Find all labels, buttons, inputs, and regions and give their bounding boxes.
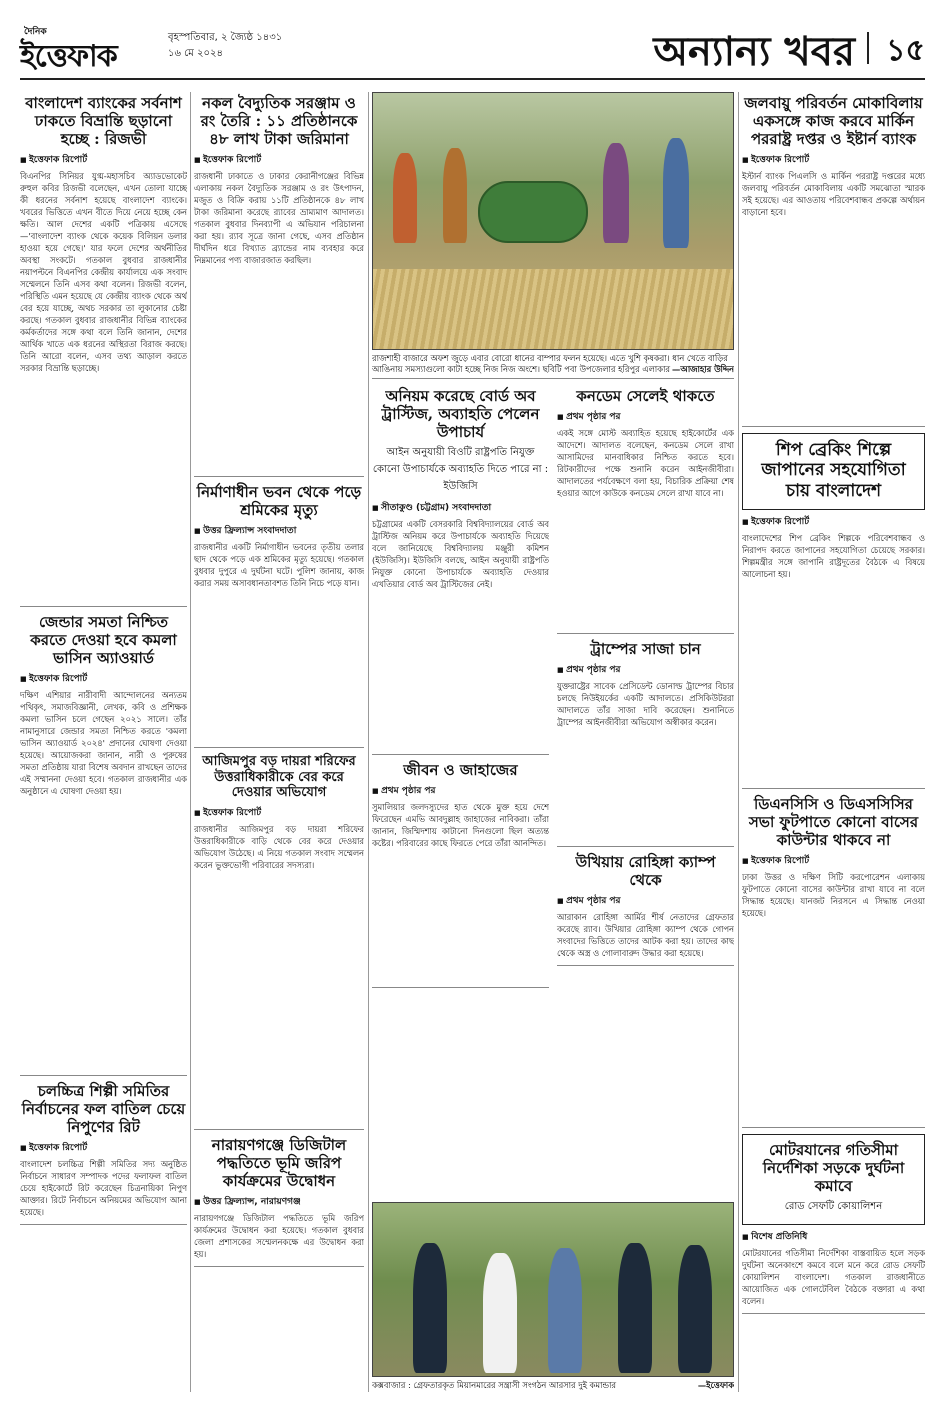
date-english: ১৬ মে ২০২৪ xyxy=(168,48,223,59)
article-speed-limit xyxy=(742,1229,925,1314)
article-headline: অনিয়ম করেছে বোর্ড অব ট্রাস্টিজ, অব্যাহতি পেলেন উপাচার্য xyxy=(381,387,540,441)
middle-right-subcolumn xyxy=(557,385,734,994)
article-body: একই সঙ্গে মোস্ট অব্যাহিত হয়েছে হাইকোর্টের এক আদেশে। আদালত বলেছেন, কনডেম সেলে রাখা আসামিদের মানবাধিকার নিশ্চিত করতে হবে। রিটকারীদের পক্ষে শুনানি করেন আইনজীবীরা। আদালতের পর্যবেক্ষণে বলা হয়, বিচারিক প্রক্রিয়া শেষ হওয়ার আগে কাউকে কনডেম সেলে রাখা যাবে না। xyxy=(557,428,734,498)
article-ship-breaking xyxy=(742,514,925,789)
article-headline: মোটরযানের গতিসীমা নির্দেশিকা সড়কে দুর্ঘটনা কমাবে xyxy=(762,1141,905,1196)
article-headline: ডিএনসিসি ও ডিএসসিসির সভা ফুটপাতে কোনো বাসের কাউন্টার থাকবে না xyxy=(748,795,919,850)
article-body: চট্টগ্রামের একটি বেসরকারি বিশ্ববিদ্যালয়ের বোর্ড অব ট্রাস্টিজ অনিয়ম করে উপাচার্যকে অব্যাহতি দিয়েছে বলে জানিয়েছে বিশ্ববিদ্যালয় মঞ্জুরী কমিশন (ইউজিসি)। ইউজিসি বলছে, আইন অনুযায়ী রাষ্ট্রপতি নিযুক্ত কোনো উপাচার্যকে অব্যাহতি দেওয়ার এখতিয়ার বোর্ড অব ট্রাস্টিজের নেই। xyxy=(372,519,549,589)
article-headline: জলবায়ু পরিবর্তন মোকাবিলায় একসঙ্গে কাজ করবে মার্কিন পররাষ্ট্র দপ্তর ও ইষ্টার্ন ব্যাংক xyxy=(744,94,923,148)
article-body: ঢাকা উত্তর ও দক্ষিণ সিটি করপোরেশন এলাকায় ফুটপাতে কোনো বাসের কাউন্টার রাখা যাবে না বলে সিদ্ধান্ত হয়েছে। যানজট নিরসনে এ সিদ্ধান্ত নেওয়া হয়েছে। xyxy=(742,872,925,919)
article-nipun-writ xyxy=(20,1082,187,1225)
article-body: রাজধানীর আজিমপুর বড় দায়রা শরিফের উত্তরাধিকারীকে বাড়ি থেকে বের করে দেওয়ার অভিযোগ উঠেছে। এ নিয়ে গতকাল সংবাদ সম্মেলন করেন ভুক্তভোগী পরিবারের সদস্যরা। xyxy=(194,823,364,870)
article-trump-sentence xyxy=(557,640,734,847)
photo-figure xyxy=(548,1248,582,1373)
article-body: আরাকান রোহিঙ্গা আর্মির শীর্ষ নেতাদের গ্রেফতার করেছে র‍্যাব। উখিয়ার রোহিঙ্গা ক্যাম্প থেকে গোপন সংবাদের ভিত্তিতে তাদের আটক করা হয়। তাদের কাছ থেকে অস্ত্র ও গোলাবারুদ উদ্ধার করা হয়েছে। xyxy=(557,912,734,958)
date-bengali: বৃহস্পতিবার, ২ জ্যৈষ্ঠ ১৪৩১ xyxy=(168,32,283,43)
article-ship-breaking-headline-box xyxy=(742,433,925,510)
article-headline: আজিমপুর বড় দায়রা শরিফের উত্তরাধিকারীকে বের করে দেওয়ার অভিযোগ xyxy=(202,754,356,801)
newspaper-logo xyxy=(20,24,130,74)
photo-threshing-drum xyxy=(478,181,588,243)
article-byline: ■ ইত্তেফাক রিপোর্ট xyxy=(742,853,925,868)
masthead xyxy=(20,18,925,80)
article-azimpur-dayra-sharif xyxy=(194,754,364,1130)
column-1 xyxy=(20,92,187,1392)
article-headline: কনডেম সেলেই থাকতে xyxy=(576,387,715,405)
photo-figure xyxy=(413,1243,447,1373)
photo-figure xyxy=(483,1253,517,1373)
caption-text: রাজশাহী বাজারে অফশ জুড়ে এবার বোরো ধানের বাম্পার ফলন হয়েছে। এতে খুশি কৃষকরা। ধান খেতে বাড়ির আঙিনায় সমস্যাগুলো কাটা হচ্ছে নিজ নিজ অংশে। ছবিটি পবা উপজেলার হরিপুর এলাকার xyxy=(372,353,728,374)
article-byline: ■ ইত্তেফাক রিপোর্ট xyxy=(20,671,187,686)
article-headline: নকল বৈদ্যুতিক সরঞ্জাম ও রং তৈরি : ১১ প্রতিষ্ঠানকে ৪৮ লাখ টাকা জরিমানা xyxy=(200,94,358,148)
column-middle xyxy=(372,92,734,1392)
column-2 xyxy=(194,92,364,1392)
article-body: ইস্টার্ন ব্যাংক পিএলসি ও মার্কিন পররাষ্ট্র দপ্তরের মধ্যে জলবায়ু পরিবর্তন মোকাবিলায় একটি সমঝোতা স্মারক সই হয়েছে। এর আওতায় পরিবেশবান্ধব প্রকল্পে অর্থায়ন বাড়ানো হবে। xyxy=(742,171,925,217)
arrest-photo xyxy=(372,1202,734,1377)
column-rule xyxy=(738,92,739,1392)
photo-figure xyxy=(603,143,629,243)
article-headline: ট্রাম্পের সাজা চান xyxy=(590,640,701,658)
article-speed-limit-headline-box xyxy=(742,1134,925,1225)
article-headline: বাংলাদেশ ব্যাংকের সর্বনাশ ঢাকতে বিভ্রান্তি ছড়ানো হচ্ছে : রিজভী xyxy=(25,94,182,148)
article-body: বিএনপির সিনিয়র যুগ্ম-মহাসচিব অ্যাডভোকেট রুহুল কবির রিজভী বলেছেন, এখন তোলা যাচ্ছে কী ধরনের সর্বনাশ হয়েছে বাংলাদেশ ব্যাংকে। খবরের ভিত্তিতে এখন বীতে দিয়ে নেয়ে হচ্ছে কেন ক্ষতি। আল দেশের একটি পত্রিকায় এসেছে—'বাংলাদেশ ব্যাংক থেকে কয়েক বিলিয়ন ডলার হাওয়া হয়ে গেছে।' যার ফলে দেশের অর্থনীতির অবস্থা সংকটে। গতকাল বুধবার রাজধানীর নয়াপল্টনে বিএনপির কেন্দ্রীয় কার্যালয়ে এক সংবাদ সম্মেলনে তিনি এসব কথা বলেন। রিজভী বলেন, পরিস্থিতি এমন হয়েছে যে কেন্দ্রীয় ব্যাংক থেকে অর্থ বের হয়ে যাচ্ছে, অথচ সরকার তা লুকানোর চেষ্টা করছে। গতকাল বুধবার রাজধানীর বিভিন্ন ব্যাংকের কর্মকর্তাদের সঙ্গে কথা বলে তিনি জানান, দেশের আর্থিক খাতে এক ধরনের অস্থিরতা বিরাজ করছে। তিনি আরো বলেন, এসব তথ্য আড়াল করতে সরকার বিভ্রান্তি ছড়াচ্ছে। xyxy=(20,171,187,373)
article-fake-electrical-goods xyxy=(194,94,364,477)
photo-credit: —ইত্তেফাক xyxy=(697,1380,734,1390)
article-body: মোটরযানের গতিসীমা নির্দেশিকা বাস্তবায়িত হলে সড়ক দুর্ঘটনা অনেকাংশে কমবে বলে মনে করে রোড সেফটি কোয়ালিশন বাংলাদেশ। গতকাল রাজধানীতে আয়োজিত এক গোলটেবিল বৈঠকে বক্তারা এ কথা বলেন। xyxy=(742,1248,925,1307)
article-body: যুক্তরাষ্ট্রের সাবেক প্রেসিডেন্ট ডোনাল্ড ট্রাম্পের বিচার চলছে নিউইয়র্কের একটি আদালতে। প্রসিকিউটররা আদালতে তাঁর সাজা দাবি করেছেন। শুনানিতে ট্রাম্পের আইনজীবীরা অভিযোগ অস্বীকার করেন। xyxy=(557,681,734,727)
article-headline: উখিয়ায় রোহিঙ্গা ক্যাম্প থেকে xyxy=(575,853,716,889)
page-number: ১৫ xyxy=(886,33,925,68)
photo-figure xyxy=(443,148,467,243)
article-subheadline: আইন অনুযায়ী বিওটি রাষ্ট্রপতি নিযুক্ত কোনো উপাচার্যকে অব্যাহতি দিতে পারে না : ইউজিসি xyxy=(372,447,549,492)
photo-figure xyxy=(663,138,689,248)
article-body: রাজধানী ঢাকাতে ও ঢাকার কেরানীগঞ্জের বিভিন্ন এলাকায় নকল বৈদ্যুতিক সরঞ্জাম ও রং উৎপাদন, মজুত ও বিক্রি করায় ১১টি প্রতিষ্ঠানকে ৪৮ লাখ টাকা জরিমানা করেছে র‍্যাবের ভ্রাম্যমাণ আদালত। গতকাল বুধবার দিনব্যাপী এ অভিযান পরিচালনা করা হয়। র‍্যাব সূত্রে জানা গেছে, এসব প্রতিষ্ঠান দীর্ঘদিন ধরে বিখ্যাত ব্র্যান্ডের নাম ব্যবহার করে নিম্নমানের পণ্য বাজারজাত করছিল। xyxy=(194,171,364,265)
harvest-photo xyxy=(372,92,734,350)
article-body: বাংলাদেশের শিপ ব্রেকিং শিল্পকে পরিবেশবান্ধব ও নিরাপদ করতে জাপানের সহযোগিতা চেয়েছে সরকার। শিল্পমন্ত্রীর সঙ্গে জাপানি রাষ্ট্রদূতের বৈঠকে এ বিষয়ে আলোচনা হয়। xyxy=(742,533,925,580)
article-ukhia-rohingya xyxy=(557,853,734,966)
article-headline: জীবন ও জাহাজের xyxy=(403,761,518,779)
photo-credit: —আজাহার উদ্দিন xyxy=(672,364,734,374)
page-number-divider xyxy=(867,32,869,64)
middle-two-column xyxy=(372,385,734,994)
arrest-photo-block xyxy=(372,1202,734,1392)
section-title: অন্যান্য খবর xyxy=(653,28,855,75)
column-rule xyxy=(368,92,369,1392)
article-byline: ■ উত্তর ফ্রিল্যান্স সংবাদদাতা xyxy=(194,523,364,538)
article-body: সুমালিয়ার জলদস্যুদের হাত থেকে মুক্ত হয়ে দেশে ফিরেছেন এমভি আবদুল্লাহ জাহাজের নাবিকরা। তাঁরা জানান, জিম্মিদশায় কাটানো দিনগুলো ছিল অত্যন্ত কষ্টের। পরিবারের কাছে ফিরতে পেরে তাঁরা আনন্দিত। xyxy=(372,802,549,848)
photo-figure xyxy=(618,1243,652,1373)
article-byline: ■ ইত্তেফাক রিপোর্ট xyxy=(742,514,925,529)
article-byline: ■ প্রথম পৃষ্ঠার পর xyxy=(557,893,734,908)
photo-hay xyxy=(373,269,733,349)
article-byline: ■ বিশেষ প্রতিনিধি xyxy=(742,1229,925,1244)
article-headline: চলচ্চিত্র শিল্পী সমিতির নির্বাচনের ফল বাতিল চেয়ে নিপুণের রিট xyxy=(21,1082,186,1136)
article-byline: ■ সীতাকুণ্ড (চট্টগ্রাম) সংবাদদাতা xyxy=(372,500,549,515)
date-line xyxy=(168,30,282,62)
article-rizvi xyxy=(20,94,187,607)
article-body: নারায়ণগঞ্জে ডিজিটাল পদ্ধতিতে ভূমি জরিপ কার্যক্রমের উদ্বোধন করা হয়েছে। গতকাল বুধবার জেলা প্রশাসকের সম্মেলনকক্ষে এর উদ্বোধন করা হয়। xyxy=(194,1212,364,1259)
article-body: বাংলাদেশ চলচ্চিত্র শিল্পী সমিতির সদ্য অনুষ্ঠিত নির্বাচনে সাধারণ সম্পাদক পদের ফলাফল বাতিল চেয়ে হাইকোর্টে রিট করেছেন চিত্রনায়িকা নিপুণ আক্তার। রিটে নির্বাচনে অনিয়মের অভিযোগ আনা হয়েছে। xyxy=(20,1159,187,1217)
article-board-of-trustees xyxy=(372,387,549,755)
article-headline: নারায়ণগঞ্জে ডিজিটাল পদ্ধতিতে ভূমি জরিপ কার্যক্রমের উদ্বোধন xyxy=(211,1135,347,1190)
article-subheadline: রোড সেফটি কোয়ালিশন xyxy=(784,1201,883,1213)
article-byline: ■ ইত্তেফাক রিপোর্ট xyxy=(194,152,364,167)
photo-figure xyxy=(393,153,417,243)
article-body: রাজধানীর একটি নির্মাণাধীন ভবনের তৃতীয় তলার ছাদ থেকে পড়ে এক শ্রমিকের মৃত্যু হয়েছে। গতকাল বুধবার দুপুরে এ দুর্ঘটনা ঘটে। পুলিশ জানায়, কাজ করার সময় অসাবধানতাবশত তিনি নিচে পড়ে যান। xyxy=(194,542,364,588)
column-rule xyxy=(190,92,191,1392)
article-byline: ■ প্রথম পৃষ্ঠার পর xyxy=(372,783,549,798)
column-4 xyxy=(742,92,925,1392)
article-byline: ■ উত্তর ফ্রিল্যান্স, নারায়ণগঞ্জ xyxy=(194,1194,364,1209)
article-life-and-ship xyxy=(372,761,549,988)
article-byline: ■ ইত্তেফাক রিপোর্ট xyxy=(20,152,187,167)
article-byline: ■ ইত্তেফাক রিপোর্ট xyxy=(194,805,364,820)
harvest-photo-caption xyxy=(372,350,734,379)
photo-figure xyxy=(678,1245,712,1373)
article-narayanganj-land-survey xyxy=(194,1136,364,1267)
article-worker-death xyxy=(194,483,364,748)
article-bus-counter xyxy=(742,795,925,1128)
article-kamla-bhasin-award xyxy=(20,613,187,1076)
middle-left-subcolumn xyxy=(372,385,549,994)
logo-prefix: দৈনিক xyxy=(24,27,47,37)
arrest-photo-caption xyxy=(372,1377,734,1392)
article-headline: শিপ ব্রেকিং শিল্পে জাপানের সহযোগিতা চায় বাংলাদেশ xyxy=(761,440,906,501)
article-headline: নির্মাণাধীন ভবন থেকে পড়ে শ্রমিকের মৃত্যু xyxy=(196,483,362,519)
article-byline: ■ প্রথম পৃষ্ঠার পর xyxy=(557,662,734,677)
article-byline: ■ ইত্তেফাক রিপোর্ট xyxy=(742,152,925,167)
article-byline: ■ প্রথম পৃষ্ঠার পর xyxy=(557,409,734,424)
caption-text: কক্সবাজার : গ্রেফতারকৃত মিয়ানমারের সন্ত্রাসী সংগঠন আরসার দুই কমান্ডার xyxy=(372,1380,616,1390)
logo-wordmark: ইত্তেফাক xyxy=(20,39,117,74)
article-byline: ■ ইত্তেফাক রিপোর্ট xyxy=(20,1140,187,1155)
article-condemned-cell xyxy=(557,387,734,634)
article-headline: জেন্ডার সমতা নিশ্চিত করতে দেওয়া হবে কমলা ভাসিন অ্যাওয়ার্ড xyxy=(30,613,177,667)
article-climate-eastern-bank xyxy=(742,94,925,427)
article-body: দক্ষিণ এশিয়ার নারীবাদী আন্দোলনের অন্যতম পথিকৃৎ, সমাজবিজ্ঞানী, লেখক, কবি ও প্রশিক্ষক কমলা ভাসিন চলে গেছেন ২০২১ সালে। তাঁর নামানুসারে জেন্ডার সমতা নিশ্চিত করতে 'কমলা ভাসিন অ্যাওয়ার্ড ২০২৪' প্রদানের ঘোষণা দেওয়া হয়েছে। আয়োজকরা জানান, নারী ও পুরুষের সমতা প্রতিষ্ঠায় যারা বিশেষ অবদান রাখছেন তাদের এই সম্মাননা দেওয়া হবে। গতকাল রাজধানীর এক অনুষ্ঠানে এ ঘোষণা দেওয়া হয়। xyxy=(20,690,187,796)
